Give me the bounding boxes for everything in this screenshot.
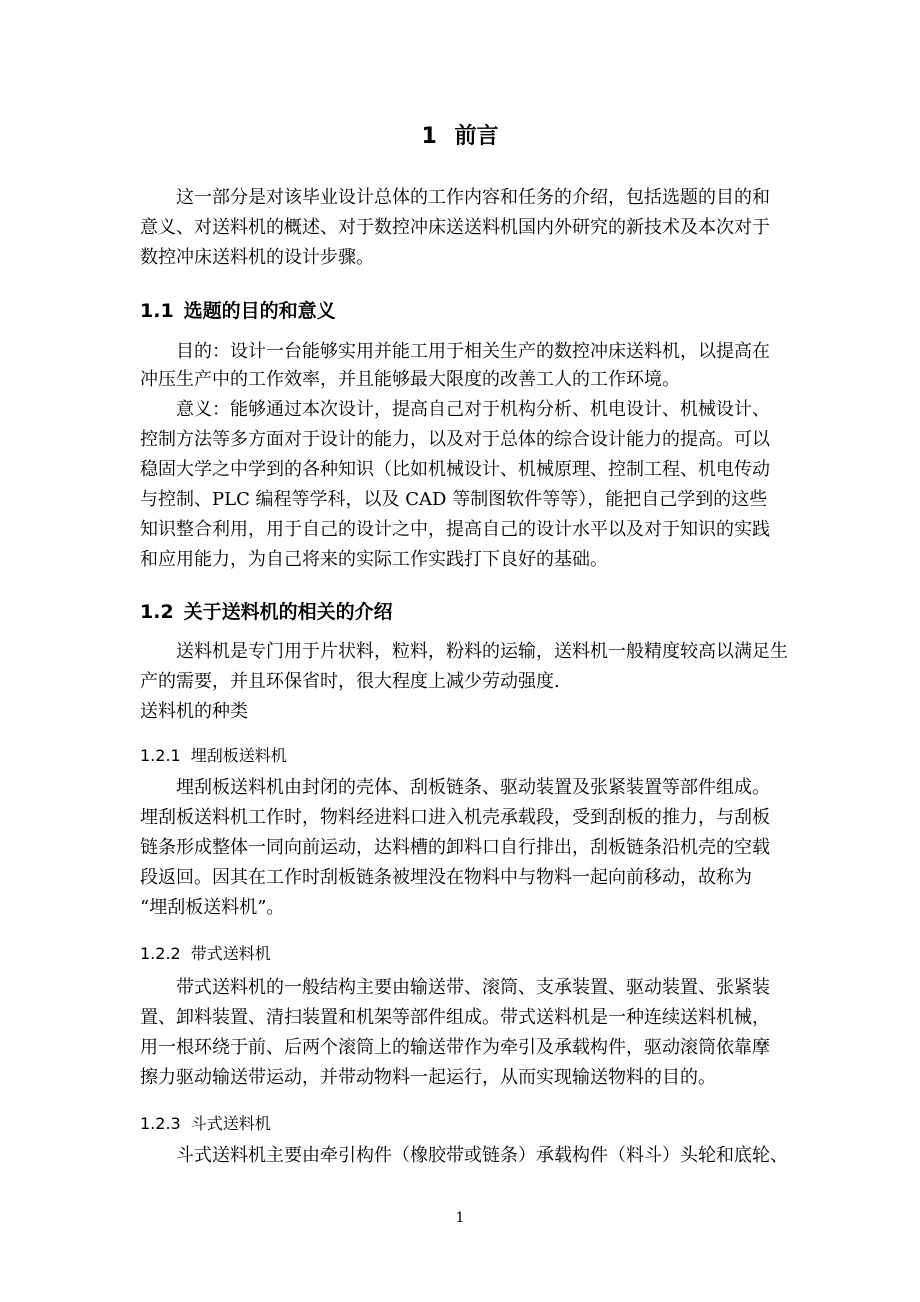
section-number: 1.1 xyxy=(140,300,174,322)
paragraph-line: 埋刮板送料机工作时，物料经进料口进入机壳承载段，受到刮板的推力，与刮板 xyxy=(140,807,770,828)
meaning-line: 控制方法等多方面对于设计的能力，以及对于总体的综合设计能力的提高。可以 xyxy=(140,429,770,450)
paragraph-line: 带式送料机的一般结构主要由输送带、滚筒、支承装置、驱动装置、张紧装 xyxy=(176,977,770,998)
subsection-number: 1.2.1 xyxy=(140,746,181,765)
purpose-line: 冲压生产中的工作效率，并且能够最大限度的改善工人的工作环境。 xyxy=(140,369,680,390)
meaning-line: 意义：能够通过本次设计，提高自己对于机构分析、机电设计、机械设计、 xyxy=(176,399,770,420)
meaning-line: 稳固大学之中学到的各种知识（比如机械设计、机械原理、控制工程、机电传动 xyxy=(140,459,770,480)
subsection-heading-1-2-1 xyxy=(140,745,287,767)
section-title: 选题的目的和意义 xyxy=(183,300,336,322)
subsection-heading-1-2-2 xyxy=(140,943,271,965)
section-number: 1.2 xyxy=(140,601,174,623)
paragraph-line: 擦力驱动输送带运动，并带动物料一起运行，从而实现输送物料的目的。 xyxy=(140,1067,716,1088)
paragraph-line: 用一根环绕于前、后两个滚筒上的输送带作为牵引及承载构件，驱动滚筒依靠摩 xyxy=(140,1037,770,1058)
intro-line: 数控冲床送料机的设计步骤。 xyxy=(140,247,374,268)
section-heading-1-1 xyxy=(140,298,336,324)
section-heading-1-2 xyxy=(140,599,393,625)
subsection-title: 带式送料机 xyxy=(190,944,271,963)
meaning-line: 与控制、PLC 编程等学科，以及 CAD 等制图软件等等），能把自己学到的这些 xyxy=(140,489,768,510)
meaning-line: 和应用能力，为自己将来的实际工作实践打下良好的基础。 xyxy=(140,549,608,570)
subsection-number: 1.2.2 xyxy=(140,944,181,963)
subsection-number: 1.2.3 xyxy=(140,1114,181,1133)
paragraph-line: “埋刮板送料机”。 xyxy=(140,897,285,918)
subsection-title: 埋刮板送料机 xyxy=(190,746,287,765)
intro-line: 意义、对送料机的概述、对于数控冲床送送料机国内外研究的新技术及本次对于 xyxy=(140,217,770,238)
purpose-line: 目的：设计一台能够实用并能工用于相关生产的数控冲床送料机，以提高在 xyxy=(176,341,770,362)
subsection-heading-1-2-3 xyxy=(140,1113,271,1135)
paragraph-line: 链条形成整体一同向前运动，达料槽的卸料口自行排出，刮板链条沿机壳的空载 xyxy=(140,837,770,858)
intro-line: 这一部分是对该毕业设计总体的工作内容和任务的介绍，包括选题的目的和 xyxy=(176,187,770,208)
subsection-title: 斗式送料机 xyxy=(190,1114,271,1133)
page-number: 1 xyxy=(455,1210,465,1226)
paragraph-line: 埋刮板送料机由封闭的壳体、刮板链条、驱动装置及张紧装置等部件组成。 xyxy=(176,777,770,798)
paragraph-line: 段返回。因其在工作时刮板链条被埋没在物料中与物料一起向前移动，故称为 xyxy=(140,867,752,888)
meaning-line: 知识整合利用，用于自己的设计之中，提高自己的设计水平以及对于知识的实践 xyxy=(140,519,770,540)
chapter-number: 1 xyxy=(421,124,437,149)
paragraph-line: 产的需要，并且环保省时，很大程度上减少劳动强度. xyxy=(140,671,560,692)
kinds-label: 送料机的种类 xyxy=(140,701,248,722)
paragraph-line: 斗式送料机主要由牵引构件（橡胶带或链条）承载构件（料斗）头轮和底轮、 xyxy=(176,1145,788,1166)
chapter-heading xyxy=(0,122,920,152)
paragraph-line: 送料机是专门用于片状料，粒料，粉料的运输，送料机一般精度较高以满足生 xyxy=(176,641,788,662)
chapter-title: 前言 xyxy=(454,124,499,149)
paragraph-line: 置、卸料装置、清扫装置和机架等部件组成。带式送料机是一种连续送料机械， xyxy=(140,1007,770,1028)
section-title: 关于送料机的相关的介绍 xyxy=(183,601,393,623)
